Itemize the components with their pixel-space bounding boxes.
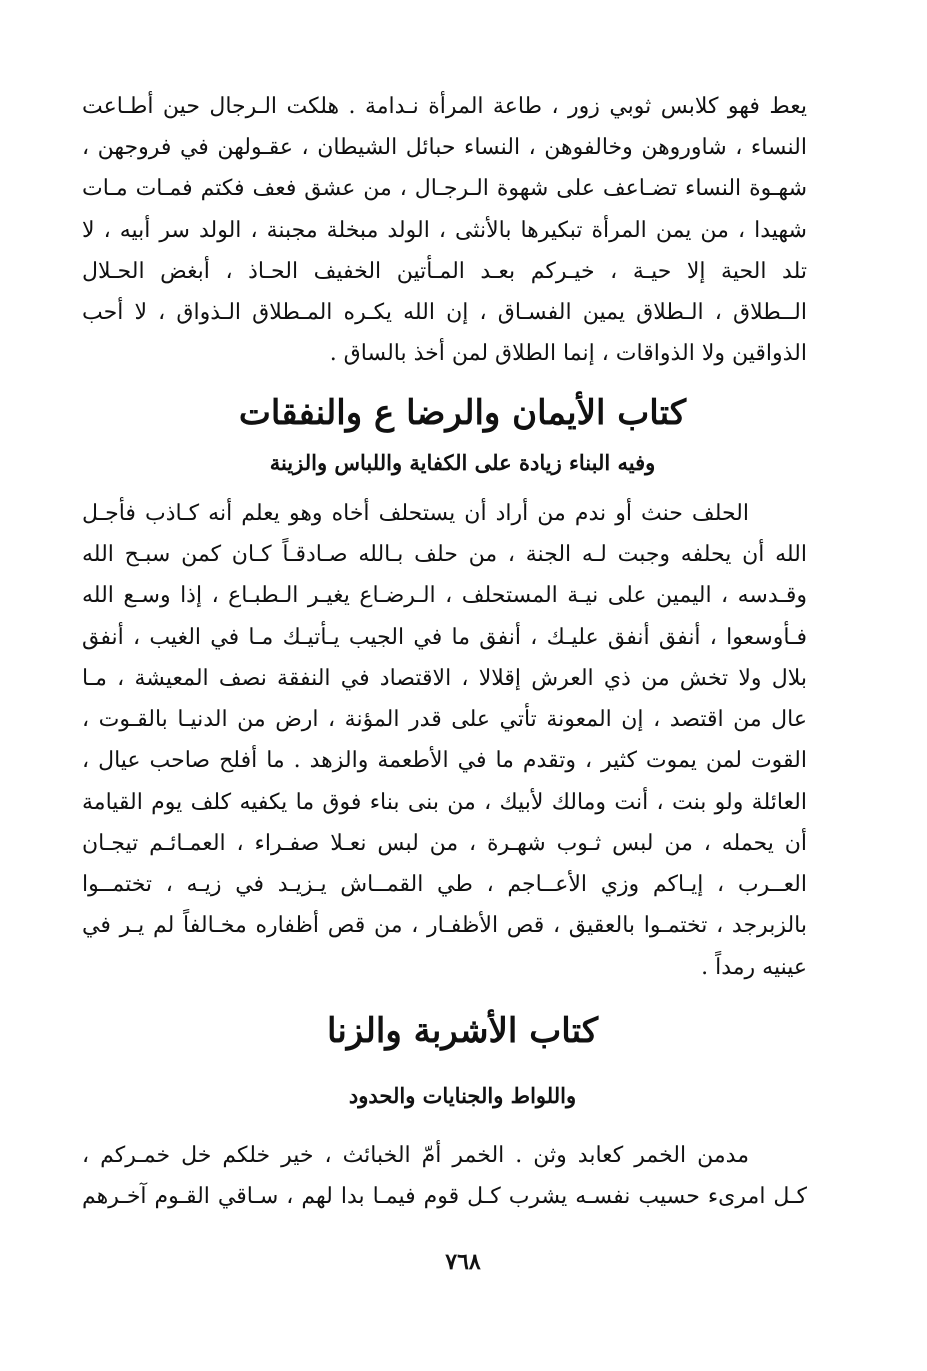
text-line: الله أن يحلفه وجبت لـه الجنة ، من حلف بـالله صـادقـاً كـان كمن سبـح الله — [82, 542, 807, 567]
text-line: فـأوسعوا ، أنفق أنفق عليـك ، أنفق ما في الجيب يـأتيـك مـا في الغيب ، أنفق — [82, 625, 807, 650]
text-line: وقـدسه ، اليمين على نيـة المستحلف ، الـرضـاع يغيـر الـطبـاع ، إذا وسـع الله — [82, 583, 807, 608]
section-title: كتاب الأيمان والرضا ع والنفقات — [238, 393, 687, 433]
text-line: بلال ولا تخش من ذي العرش إقلالا ، الاقتصاد في النفقة نصف المعيشة ، مـا — [82, 666, 807, 691]
text-line: عال من اقتصد ، إن المعونة تأتي على قدر المؤنة ، ارض من الدنيـا بالقـوت ، — [82, 707, 807, 732]
text-line: شهيدا ، من يمن المرأة تبكيرها بالأنثى ، الولد مبخلة مجبنة ، الولد سر أبيه ، لا — [82, 218, 807, 243]
section-subtitle: واللواط والجنايات والحدود — [348, 1083, 577, 1108]
text-line: العــرب ، إيـاكم وزي الأعــاجم ، طي القمــاش يـزيـد في زيـه ، تختمــوا — [82, 872, 807, 897]
text-line: العائلة ولو بنت ، أنت ومالك لأبيك ، من بنى بناء فوق ما يكفيه كلف يوم القيامة — [82, 790, 807, 815]
text-line: القوت لمن يموت كثير ، وتقدم ما في الأطعمة والزهد . ما أفلح صاحب عيال ، — [82, 748, 807, 773]
intro-paragraph — [82, 87, 807, 377]
section-paragraph — [82, 1136, 807, 1220]
text-line: مدمن الخمر كعابد وثن . الخمر أمّ الخبائث ، خير خلكم خل خمـركم ، — [82, 1143, 749, 1168]
text-line: شهـوة النساء تضـاعف على شهوة الـرجـال ، من عشق فعف فكتم فمـات مـات — [82, 176, 807, 201]
section-subtitle: وفيه البناء زيادة على الكفاية واللباس والزينة — [269, 450, 656, 475]
text-line: بالزبرجد ، تختمـوا بالعقيق ، قص الأظفـار ، من قص أظفاره مخـالفاً لم يـر في — [82, 913, 807, 938]
section-paragraph — [82, 494, 807, 994]
text-line: الــطلاق ، الـطلاق يمين الفسـاق ، إن الله يكـره المـطلاق الـذواق ، لا أحب — [82, 300, 807, 325]
text-line: النساء ، شاوروهن وخالفوهن ، النساء حبائل الشيطان ، عقـولهن في فروجهن ، — [82, 135, 807, 160]
section-title: كتاب الأشربة والزنا — [326, 1011, 599, 1051]
text-line: الذواقين ولا الذواقات ، إنما الطلاق لمن أخذ بالساق . — [329, 341, 807, 366]
text-line: يعط فهو كلابس ثوبي زور ، طاعة المرأة نـدامة . هلكت الـرجال حين أطـاعت — [82, 94, 807, 119]
text-line: عينيه رمداً . — [701, 955, 807, 980]
text-line: الحلف حنث أو ندم من أراد أن يستحلف أخاه وهو يعلم أنه كـاذب فأجـل — [82, 501, 749, 526]
text-line: تلد الحية إلا حيـة ، خيـركم بعـد المـأتين الخفيف الحـاذ ، أبغض الحـلال — [82, 259, 807, 284]
text-line: كـل امرىء حسيب نفسـه يشرب كـل قوم فيمـا بدا لهم ، سـاقي القـوم آخـرهم — [82, 1184, 807, 1209]
text-line: أن يحمله ، من لبس ثـوب شهـرة ، من لبس نعـلا صفـراء ، العمـائـم تيجـان — [82, 831, 807, 856]
page-number: ٧٦٨ — [445, 1249, 481, 1275]
